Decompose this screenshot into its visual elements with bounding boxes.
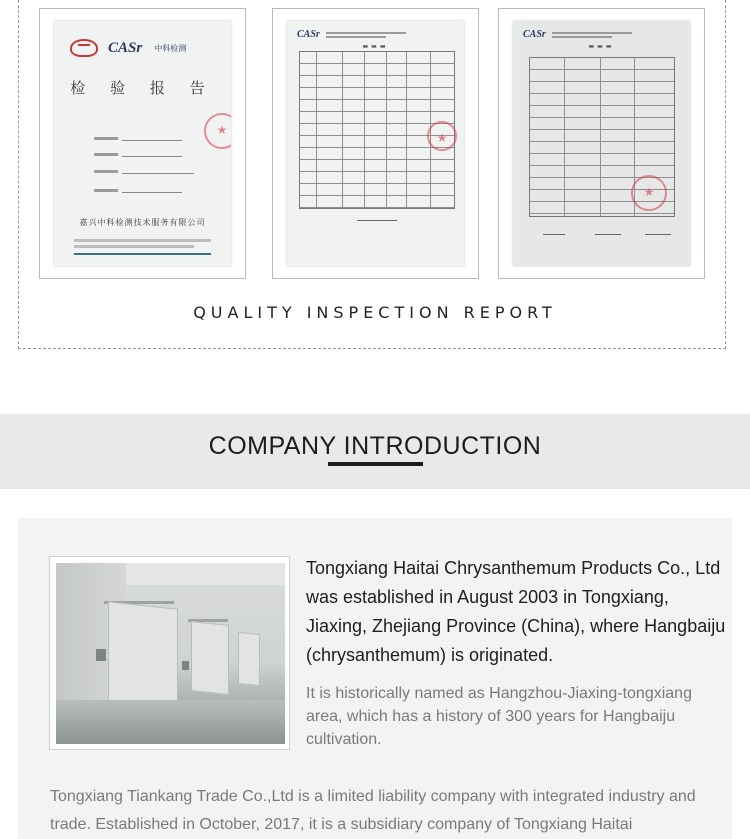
cover-field-line [94,186,182,194]
seal-stamp-icon [427,121,457,151]
cas-logo-icon: CASr [523,29,546,40]
company-history-paragraph: It is historically named as Hangzhou-Jiaxing-tongxiang area, which has a history of 300 years for Hangbaiju cultivation. [306,685,692,748]
seal-stamp-icon [631,175,667,211]
cma-logo-icon [70,39,98,57]
report-sample-page [513,21,690,266]
company-intro-band [0,414,750,489]
cold-storage-photo [56,563,285,744]
cover-field-line [94,150,182,158]
cover-footer-bar [74,253,211,255]
company-lead-paragraph: Tongxiang Haitai Chrysanthemum Products Co., Ltd was established in August 2003 in Tongxiang, Jiaxing, Zhejiang Province (China), where Hangbaiju (chrysanthemum) is originated. [306,558,726,665]
sample-table-title: ▬▬▬ [588,43,615,50]
report-sample-card[interactable] [498,8,705,279]
facility-photo-frame[interactable] [49,556,290,750]
cold-room-door [191,621,229,695]
cold-room-door [238,632,260,686]
seal-stamp-icon [204,113,231,149]
report-cover-card[interactable] [39,8,246,279]
cover-footer-line [74,239,211,242]
cas-logo-cn: 中科检测 [154,43,187,53]
company-intro-heading: COMPANY INTRODUCTION [208,432,542,460]
signature-line [357,215,397,221]
cold-room-door [108,601,178,708]
quality-inspection-label: QUALITY INSPECTION REPORT [193,303,557,322]
report-issuer: 嘉兴中科检测技术服务有限公司 [79,218,206,227]
cover-field-line [94,134,182,142]
report-cover-page [54,21,231,266]
report-results-page [287,21,464,266]
cover-field-line [94,167,194,175]
cas-logo-icon: CASr [297,29,320,40]
results-table-title: ▬▬▬ [362,43,389,50]
company-body-paragraph: Tongxiang Tiankang Trade Co.,Ltd is a limited liability company with integrated industry and trade. Established in October, 2017, it is a subsidiary company of Tongxiang Haitai [50,788,696,833]
signature-line [543,229,565,235]
cas-logo-icon: CASr [108,39,143,56]
signature-line [595,229,621,235]
heading-underline [328,462,423,466]
report-cover-title: 检 验 报 告 [70,79,215,97]
cover-footer-line [74,245,194,248]
signature-line [645,229,671,235]
report-results-card[interactable] [272,8,479,279]
